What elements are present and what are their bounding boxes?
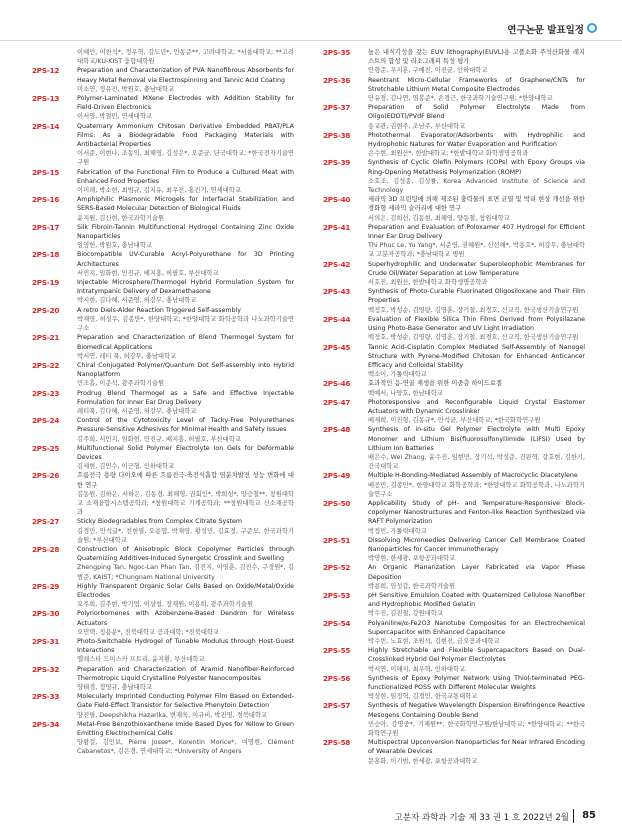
paper-authors: 이서준, 이현나, 조동익, 최해영, 김성은*, 오준균, 단국대학교; *한국전자기술연구원	[77, 150, 294, 167]
program-entry	[32, 416, 294, 444]
paper-authors: 백정호, 박성순, 김영량, 김영훈, 장기철, 최경호, 신교직, 한국생산기술연구원	[368, 334, 579, 342]
entry-body	[368, 499, 585, 536]
session-code: 2PS-39	[323, 158, 351, 168]
paper-authors: 박수진, 김진철, 강원대학교	[368, 610, 443, 618]
session-code: 2PS-50	[323, 498, 351, 508]
session-code: 2PS-14	[32, 121, 60, 131]
session-code: 2PS-52	[323, 563, 351, 573]
entry-body	[368, 425, 585, 471]
paper-title: Reentrant Micro-Cellular Frameworks of Graphene/CNTs for Stretchable Lithium Metal Composite Electrodes	[368, 76, 585, 93]
entry-body	[368, 158, 585, 195]
entry-body	[368, 76, 585, 104]
program-entry	[32, 278, 294, 306]
paper-title: Chiral Conjugated Polymer/Quantum Dot Self-assembly into Hybrid Nanoplatform	[77, 361, 294, 379]
program-entry	[323, 499, 585, 536]
paper-authors: 박정민, 가톨릭대학교	[368, 527, 427, 535]
entry-body	[368, 471, 585, 499]
session-code: 2PS-26	[32, 471, 60, 481]
paper-title: Superhydrophilic and Underwater Superoleophobic Membranes for Crude Oil/Water Separation at Low Temperature	[368, 260, 585, 277]
entry-body	[77, 94, 294, 122]
entry-body	[368, 260, 585, 288]
paper-authors: 서의은, 김희선, 김동현, 최해영, 양동철, 창원대학교	[368, 214, 510, 222]
entry-body	[368, 343, 585, 380]
paper-title: Polynorbornenes with Azobenzene-Based Dendron for Wireless Actuators	[77, 610, 294, 627]
program-entry	[323, 315, 585, 343]
paper-authors: 소호조, 김성종, 김성률, Korea Advanced Institute of Science and Technology	[368, 177, 585, 195]
paper-title: Amphiphilic Plasmonic Microgels for Interfacial Stabilization and SERS-Based Molecular Detection of Biological Fluids	[77, 196, 294, 213]
session-code: 2PS-25	[32, 443, 60, 453]
program-entry	[32, 444, 294, 472]
program-entry	[323, 425, 585, 471]
paper-authors: 이미래, 박소현, 최범규, 김지유, 최우진, 홍진기, 연세대학교	[77, 187, 241, 195]
paper-title: Synthesis of Epoxy Polymer Network Using Thiol-terminated PEG-functionalized POSS with Different Molecular Weights	[368, 674, 585, 692]
paper-authors: 윤지원, 김신현, 한국과학기술원	[77, 214, 165, 222]
paper-authors: 문훈화, 이기범, 한세광, 포항공과대학교	[368, 757, 478, 765]
program-entry	[323, 158, 585, 195]
paper-title: 효과적인 음-연골 재생을 위한 이중층 하이드로겔	[368, 380, 502, 388]
session-code: 2PS-18	[32, 250, 60, 260]
program-entry	[323, 738, 585, 766]
paper-authors: 서민지, 임화현, 민진규, 배지홍, 허필호, 부산대학교	[77, 269, 219, 277]
session-code: 2PS-20	[32, 305, 60, 315]
entry-body	[77, 361, 294, 389]
section-title: 연구논문 발표일정	[507, 25, 584, 36]
paper-authors: 미소연, 정유진, 박원호, 충남대학교	[77, 85, 175, 93]
program-entry	[323, 619, 585, 647]
paper-authors: 박용희, 임성갑, 한국과학기술원	[368, 582, 456, 590]
program-entry	[32, 471, 294, 517]
circle-bullet-icon	[587, 23, 597, 33]
session-code: 2PS-49	[323, 471, 351, 481]
session-code: 2PS-29	[32, 581, 60, 591]
session-code: 2PS-35	[323, 48, 351, 57]
session-code: 2PS-21	[32, 333, 60, 343]
entry-body	[77, 517, 294, 545]
paper-title: Highly Stretchable and Flexible Supercapacitors Based on Dual-Crosslinked Hybrid Gel Polymer Electrolytes	[368, 647, 585, 664]
paper-title: Photo-Switchable Hydrogel of Tunable Modulus through Host-Guest Interactions	[77, 638, 294, 655]
session-code: 2PS-28	[32, 544, 60, 554]
program-entry	[323, 398, 585, 426]
paper-title: Photothermal Evaporator/Adsorbents with Hydrophilic and Hydrophobic Natures for Water Evaporation and Purification	[368, 131, 585, 149]
session-code: 2PS-45	[323, 342, 351, 352]
session-code: 2PS-30	[32, 609, 60, 619]
entry-body	[368, 315, 585, 343]
entry-body	[77, 389, 294, 417]
entry-body	[77, 223, 294, 251]
paper-title: Preparation and Characterization of Aramid Nanofiber-Reinforced Thermotropic Liquid Crystalline Polyester Nanocomposites	[77, 665, 294, 682]
session-code: 2PS-42	[323, 259, 351, 269]
entry-body	[368, 536, 585, 564]
page-footer	[0, 805, 622, 830]
paper-title: Injectable Microsphere/Thermogel Hybrid Formulation System for Intratympanic Delivery of Dexamethasone	[77, 279, 294, 296]
entry-body	[77, 471, 294, 517]
paper-title: Preparation of Solid Polymer Electrolyte Made from Oligo(EDOT)/PVdF Blend	[368, 104, 585, 121]
entry-body	[368, 646, 585, 674]
program-entry	[32, 582, 294, 610]
paper-authors: 이서영, 박철민, 연세대학교	[77, 113, 152, 121]
program-entry	[323, 131, 585, 159]
entry-body	[77, 195, 294, 223]
session-code: 2PS-47	[323, 397, 351, 407]
entry-body	[368, 131, 585, 159]
entry-body	[77, 665, 294, 693]
session-code: 2PS-48	[323, 425, 351, 435]
paper-title: Polyaniline/α-Fe2O3 Nanotube Composites for an Electrochemical Supercapacitor with Enhanced Capacitance	[368, 619, 585, 636]
session-code: 2PS-44	[323, 314, 351, 324]
session-code: 2PS-51	[323, 535, 351, 545]
paper-authors: 안형준, 우지훈, 구예진, 이진균, 인하대학교	[368, 67, 488, 75]
page-number: 85	[582, 810, 596, 821]
entry-body	[77, 609, 294, 637]
entry-body	[368, 591, 585, 619]
paper-title: Dissolving Microneedles Delivering Cancer Cell Membrane Coated Nanoparticles for Cancer Immunotherapy	[368, 536, 585, 553]
program-entry	[32, 333, 294, 361]
session-code: 2PS-24	[32, 416, 60, 426]
session-code: 2PS-31	[32, 637, 60, 646]
entry-body	[77, 720, 294, 757]
page-header	[0, 0, 622, 48]
paper-title: 높은 내식각성을 갖는 EUV lithography(EUVL)용 고플소화 주석산화물 레지스트의 합성 및 리소그래피 특성 평가	[368, 49, 585, 66]
session-code: 2PS-54	[323, 618, 351, 628]
entry-body	[368, 398, 585, 426]
paper-title: Synthesis of in-situ Gel Polymer Electrolyte with Multi Epoxy Monomer and Lithium Bis(fluorosulfonyl)imide (LiFSI) Used by Lithium Ion Batteries	[368, 426, 585, 452]
program-entry	[32, 306, 294, 334]
paper-authors: 양왕걸, 김인보, Pierre Josse*, Korentin Morice*, 여명현, Clément Cabanetos*, 김은경, 연세대학교; *University of Angers	[77, 739, 294, 756]
paper-authors: 박재영, 허성우, 김종만*, 한양대학교; *한양대학교 화학공학과 나노과학기술연구소	[77, 315, 294, 333]
entry-body	[368, 674, 585, 702]
entry-body	[368, 379, 585, 397]
paper-authors: 안유경, 김나연, 염봉준*, 손경근, 한국과학기술연구원; *한양대학교	[368, 95, 553, 103]
paper-title: Construction of Anisotropic Block Copolymer Particles through Quaternizing Additives-Induced Synergetic Crosslink and Swelling	[77, 545, 294, 563]
session-code: 2PS-19	[32, 278, 60, 288]
paper-title: Control of the Cytotoxicity Level of Tacky-Free Polyurethanes Pressure-Sensitive Adhesives for Minimal Health and Safety Issues	[77, 417, 294, 434]
paper-title: Evaluation of Flexible Silica Thin Films Derived from Polysilazane Using Photo-Base Generator and UV Light Irradiation	[368, 315, 585, 333]
program-entry	[323, 260, 585, 288]
paper-authors: 배재희, 이진형, 김동규*, 안석균, 부산대학교; *한국화학연구원	[368, 417, 541, 425]
session-code: 2PS-32	[32, 664, 60, 674]
entry-body	[368, 563, 585, 591]
paper-title: Sticky Biodegradables from Complex Citrate System	[77, 518, 242, 526]
program-entry	[32, 692, 294, 720]
session-code: 2PS-58	[323, 738, 351, 748]
session-code: 2PS-40	[323, 195, 351, 205]
program-entry	[32, 122, 294, 168]
entry-body	[77, 416, 294, 444]
entry-body	[77, 306, 294, 334]
program-entry	[323, 287, 585, 315]
entry-body	[77, 582, 294, 610]
program-entry	[32, 361, 294, 389]
session-code: 2PS-16	[32, 195, 60, 205]
program-entry	[32, 168, 294, 196]
session-code: 2PS-17	[32, 222, 60, 232]
session-code: 2PS-12	[32, 66, 60, 76]
session-code: 2PS-57	[323, 701, 351, 711]
session-code: 2PS-23	[32, 388, 60, 398]
paper-title: Silk Fibroin-Tannin Multifunctional Hydrogel Containing Zinc Oxide Nanoparticles	[77, 223, 294, 241]
paper-authors: 양태경, 정영규, 충남대학교	[77, 684, 152, 692]
paper-title: Prodrug Blend Thermogel as a Safe and Effective Injectable Formulation for Inner Ear Drug Delivery	[77, 389, 294, 406]
session-code: 2PS-37	[323, 103, 351, 113]
paper-authors: 김동원, 김하은, 서하은, 김동경, 최해영, 권회인*, 박희성*, 양승철**, 창원대학교 소재융합시스템공학과; *창원대학교 기계공학과; **창원대학교 신소재공학과	[77, 490, 294, 517]
paper-authors: 배공민, 김종만*, 한양대학교 화학공학과; *한양대학교 화학공학과, 나노과학기술연구소	[368, 481, 585, 498]
entry-body	[77, 637, 294, 665]
paper-authors: 박수빈, 노효현, 조원석, 김현진, 금오공과대학교	[368, 638, 500, 645]
paper-authors: 김경민, 안석글*, 전현열, 오용엽, 박재영, 황성민, 김효정, 구준모, 한국과학기술원; *부산대학교	[77, 527, 294, 544]
paper-title: 흐름전극 용량 다이오에 따른 흐름전극-축전식흡합 염분차발전 성능 변화에 대한 연구	[77, 472, 294, 489]
paper-title: Synthesis of Negative Wavelength Dispersion Birefringence Reactive Mesogens Containing Double Bend	[368, 702, 585, 719]
paper-title: pH Sensitive Emulsion Coated with Quaternized Cellulose Nanofiber and Hydrophobic Modified Gelatin	[368, 591, 585, 609]
entry-body	[368, 701, 585, 738]
program-entry	[323, 48, 585, 76]
paper-authors: 송교관, 권현주, 조남주, 부산대학교	[368, 122, 466, 130]
program-entry	[32, 66, 294, 94]
paper-authors: 오민택, 정용운*, 전북대학교 공과대학; *전북대학교	[77, 628, 220, 636]
paper-authors: 양진필, Deepshikha Hazarika, 변재욱, 이규비, 박진명, 경북대학교	[77, 711, 268, 719]
entry-body	[368, 195, 585, 223]
entry-body	[77, 48, 294, 66]
program-entry	[323, 379, 585, 397]
paper-authors: Zhengping Tan, Ngoc-Lan Phan Tan, 김진지, 이영훈, 김진수, 구경원*, 김범준, KAIST; *Chungnam National University	[77, 564, 294, 581]
session-code: 2PS-15	[32, 167, 60, 177]
paper-title: Synthesis of Cyclic Olefin Polymers (COPs) with Epoxy Groups via Ring-Opening Metathesis Polymerization (ROMP)	[368, 159, 585, 176]
paper-title: Highly Transparent Organic Solar Cells Based on Oxide/Metal/Oxide Electrodes	[77, 582, 294, 599]
program-entry	[323, 591, 585, 619]
entry-body	[368, 287, 585, 315]
entry-body	[77, 444, 294, 472]
paper-authors: 임영헌, 박원호, 충남대학교	[77, 242, 152, 250]
journal-info: 고분자 과학과 기술 제 33 권 1 호 2022년 2월	[394, 813, 569, 823]
paper-title: Preparation and Characterization of PVA Nanofibrous Absorbents for Heavy Metal Removal via Electrospinning and Tannic Acid Coating	[77, 67, 294, 84]
paper-title: Preparation and Characterization of Blend Thermogel System for Biomedical Applications	[77, 334, 294, 351]
paper-authors: 김세현, 김민수, 이근형, 인하대학교	[77, 463, 175, 471]
paper-title: Synthesis of Photo-Curable Fluorinated Oligosiloxane and Their Film Properties	[368, 288, 585, 305]
entry-body	[77, 278, 294, 306]
paper-authors: 박영현, 한세광, 포항공과대학교	[368, 555, 456, 563]
program-entry	[323, 103, 585, 131]
entry-body	[77, 333, 294, 361]
program-entry	[32, 195, 294, 223]
program-entry	[323, 223, 585, 260]
paper-authors: 백정호, 박성순, 김영량, 김영훈, 장기철, 최경호, 신교직, 한국생산기술연구원	[368, 306, 579, 314]
entry-body	[368, 103, 585, 131]
program-entry	[32, 223, 294, 251]
session-code: 2PS-34	[32, 719, 60, 729]
paper-title: Multifunctional Solid Polymer Electrolyte Ion Gels for Deformable Devices	[77, 444, 294, 461]
entry-body	[77, 545, 294, 582]
session-code: 2PS-55	[323, 646, 351, 656]
paper-authors: 백예서, 나양호, 한남대학교	[368, 389, 443, 397]
paper-title: A retro Diels-Alder Reaction Triggered Self-assembly	[77, 306, 242, 314]
paper-authors: 박성현, 임정혁, 김경민, 한국교통대학교	[368, 693, 478, 701]
paper-authors: 김주희, 서민지, 임화헌, 민진규, 배지홍, 허필호, 부산대학교	[77, 435, 241, 443]
paper-authors: 오주희, 김주현, 박기엽, 이상섭, 장재원, 이용희, 광주과학기술원	[77, 601, 254, 609]
paper-title: Tannic Acid-Cisplatin Complex Mediated Self-Assembly of Nanogel Structure with Pyrene-Modified Chitosan for Enhanced Anticancer Efficacy and Colloidal Stability	[368, 343, 585, 369]
entry-body	[368, 738, 585, 766]
session-code: 2PS-53	[323, 590, 351, 600]
paper-title: Preparation and Evaluation of Poloxamer 407 Hydrogel for Efficient Inner Ear Drug Delivery	[368, 223, 585, 241]
program-entry	[323, 343, 585, 380]
paper-authors: 박지현, 김다혜, 서준영, 허강무, 충남대학교	[77, 297, 197, 305]
program-entry	[32, 545, 294, 582]
entry-body	[368, 619, 585, 647]
paper-title: Molecularly Imprinted Conducting Polymer Film Based on Extended-Gate Field-Effect Transistor for Selective Phenytoin Detection	[77, 693, 294, 710]
paper-title: Fabrication of the Functional Film to Produce a Cultured Meat with Enhanced Food Properties	[77, 168, 294, 185]
paper-title: Photoresponsive and Reconfigurable Liquid Crystal Elastomer Actuators with Dynamic Crosslinker	[368, 398, 585, 415]
program-entry	[32, 609, 294, 637]
program-entry	[32, 720, 294, 757]
program-entry	[32, 250, 294, 278]
footer-divider	[573, 809, 574, 823]
program-entry	[32, 637, 294, 665]
paper-title: Quaternary Ammonium Chitosan Derivative Embedded PBAT/PLA Films: As a Biodegradable Food Packaging Materials with Antibacterial Properties	[77, 122, 294, 149]
right-column	[323, 48, 585, 790]
paper-authors: 박서연, 레티 푹, 허강무, 충남대학교	[77, 352, 177, 360]
paper-authors: 손수현, 최원산*, 한밭대학교; *한밭대학교 화학생명공학과	[368, 150, 529, 158]
paper-title: Polymer-Laminated MXene Electrodes with Addition Stability for Field-Driven Electronics	[77, 95, 294, 112]
entry-body	[77, 66, 294, 94]
program-entry	[32, 517, 294, 545]
paper-authors: Thi Phuc Le, Yu Yang*, 서준영, 권혜원*, 신선해*, 박용호*, 허강무, 충남대학교 고분자공학과; *충남대학교 병원	[368, 242, 585, 259]
entry-body	[77, 168, 294, 196]
program-entry	[323, 471, 585, 499]
paper-title: 세라믹 3D 프린팅에 의해 제조된 출력물의 표면 균열 및 박리 현상 개선을 위한 경화형 세라믹 슬러리에 대한 연구	[368, 196, 585, 213]
paper-authors: 백소이, 가톨릭대학교	[368, 371, 427, 379]
program-entry	[323, 536, 585, 564]
paper-authors: 레티푹, 김다혜, 서준영, 허강무, 충남대학교	[77, 407, 197, 415]
entry-body	[368, 48, 585, 76]
paper-title: Metal-Free Benzothioxanthene Imide Based Dyes for Yellow to Green Emitting Electrochemical Cells	[77, 720, 294, 738]
program-entry	[32, 665, 294, 693]
paper-title: Multiple H-Bonding-Mediated Assembly of Macrocyclic Diacetylene	[368, 472, 578, 480]
program-entry	[32, 48, 294, 66]
paper-authors: 민승아, 강명중*, 기재원**, 한국화학연구원/한남대학교; *한양대학교; **한국화학연구원	[368, 720, 585, 738]
session-code: 2PS-38	[323, 130, 351, 140]
paper-title: Biocompatible UV-Curable Acryl-Polyurethane for 3D Printing Architectures	[77, 251, 294, 268]
entry-body	[77, 692, 294, 720]
program-entry	[323, 76, 585, 104]
paper-authors: 배은수, Wei Zhang, 윤수진, 임현민, 장기석, 박성준, 건판혁, 강호현, 김한기, 건국대학교	[368, 453, 585, 471]
entry-body	[368, 223, 585, 260]
left-column	[32, 48, 294, 790]
session-code: 2PS-27	[32, 517, 60, 527]
paper-authors: 이혜인, 이찬석*, 정우혁, 김도년*, 안동준**, 고려대학교; *서울대학교; **고려대학교/KU-KIST 융합대학원	[77, 49, 294, 66]
paper-authors: 박서연, 이해지, 최우혁, 인하대학교	[368, 665, 466, 673]
session-code: 2PS-33	[32, 692, 60, 702]
session-code: 2PS-43	[323, 287, 351, 297]
session-code: 2PS-22	[32, 360, 60, 370]
paper-title: An Organic Planarization Layer Fabricated via Vapor Phase Deposition	[368, 564, 585, 581]
paper-authors: 민조흠, 이준석, 광주과학기술원	[77, 380, 165, 388]
entry-body	[77, 122, 294, 168]
session-code: 2PS-56	[323, 673, 351, 683]
program-entry	[32, 389, 294, 417]
program-entry	[323, 701, 585, 738]
session-code: 2PS-36	[323, 75, 351, 85]
session-code: 2PS-13	[32, 94, 60, 104]
program-entry	[32, 94, 294, 122]
session-code: 2PS-46	[323, 379, 351, 389]
paper-title: Multispectral Upconversion Nanoparticles for Near Infrared Encoding of Wearable Devices	[368, 739, 585, 756]
program-entry	[323, 646, 585, 674]
header-divider	[0, 40, 622, 41]
entry-body	[77, 250, 294, 278]
paper-title: Applicability Study of pH- and Temperature-Responsive Block-copolymer Nanostructures and Fenton-like Reaction Synthesized via RAFT Polymerization	[368, 499, 585, 526]
paper-authors: 엘레스타 드미스카 프트리, 윤지환, 부산대학교	[77, 656, 205, 664]
paper-authors: 서호진, 최원산, 한밭대학교 화학생명공학과	[368, 279, 488, 287]
program-entry	[323, 195, 585, 223]
program-entry	[323, 563, 585, 591]
program-entry	[323, 674, 585, 702]
session-code: 2PS-41	[323, 222, 351, 232]
